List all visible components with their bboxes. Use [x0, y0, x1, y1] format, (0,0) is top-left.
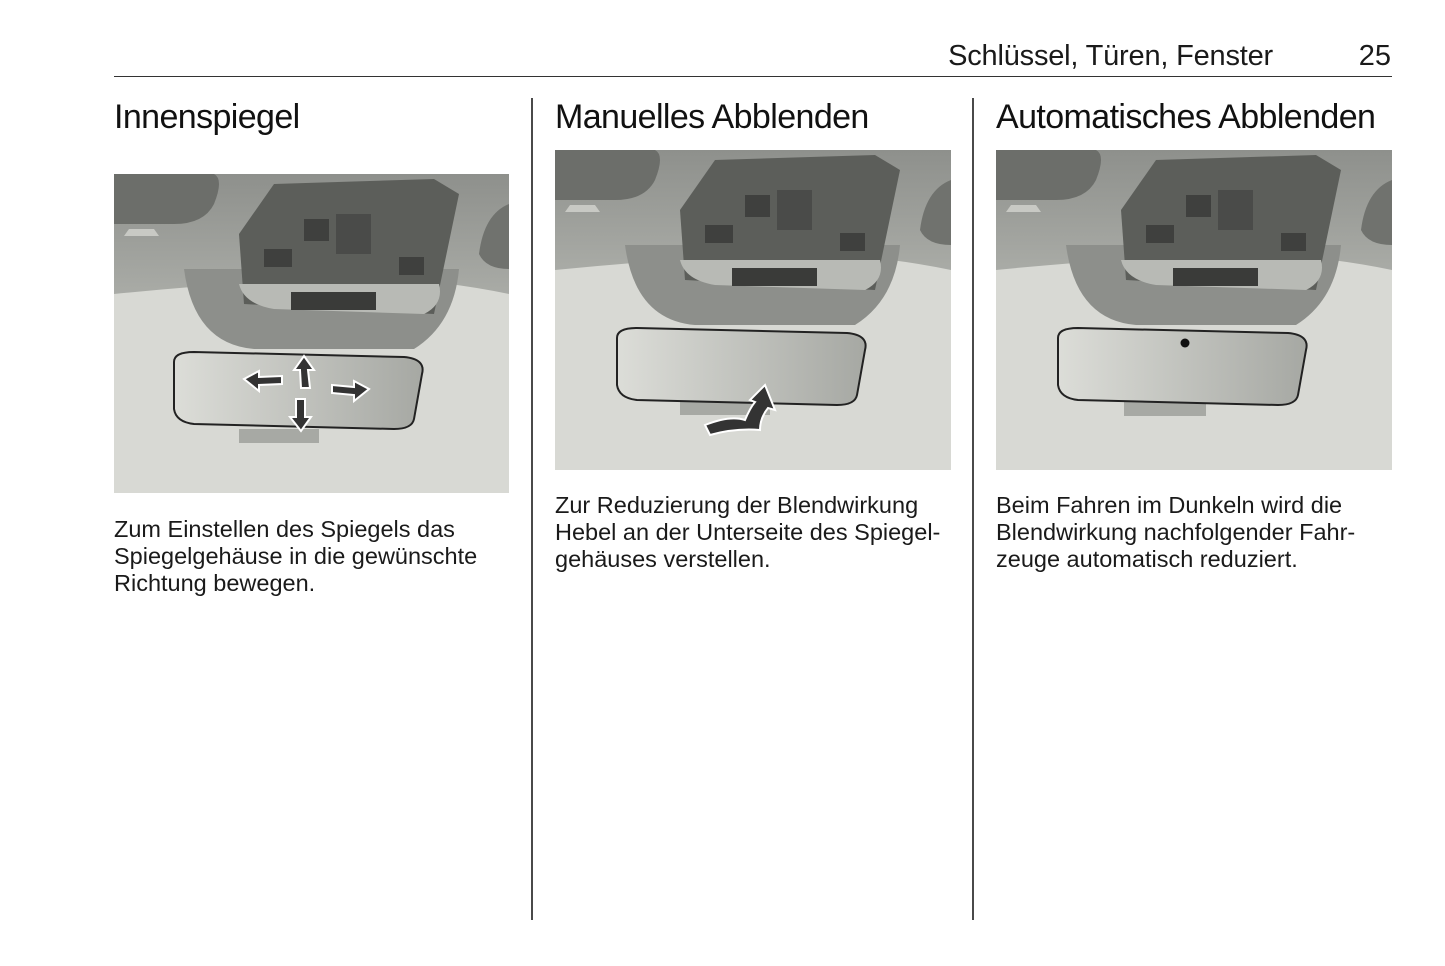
heading-automatisches-abblenden: Automatisches Abblenden: [996, 98, 1376, 136]
page-number: 25: [1358, 40, 1391, 72]
column-divider: [531, 98, 533, 920]
figure-auto-dimming: [996, 150, 1392, 470]
running-header: [114, 38, 1392, 77]
figure-mirror-adjust: [114, 174, 509, 493]
body-text-innenspiegel: Zum Einstellen des Spiegels das Spiegelgehäuse in die gewünschte Richtung bewegen.: [114, 516, 478, 596]
heading-manuelles-abblenden: Manuelles Abblenden: [555, 98, 869, 136]
figure-manual-dimming: [555, 150, 951, 470]
body-text-automatisches-abblenden: Beim Fahren im Dunkeln wird die Blendwirkung nachfolgender Fahr- zeuge automatisch reduziert.: [996, 492, 1356, 572]
column-innenspiegel: [114, 98, 514, 618]
column-automatisches-abblenden: [996, 98, 1396, 618]
section-title: Schlüssel, Türen, Fenster: [948, 40, 1273, 72]
heading-innenspiegel: Innenspiegel: [114, 98, 300, 136]
sensor-dot-icon: [1181, 339, 1190, 348]
column-divider: [972, 98, 974, 920]
column-manuelles-abblenden: [555, 98, 955, 618]
body-text-manuelles-abblenden: Zur Reduzierung der Blendwirkung Hebel an der Unterseite des Spiegel- gehäuses verstellen.: [555, 492, 941, 572]
